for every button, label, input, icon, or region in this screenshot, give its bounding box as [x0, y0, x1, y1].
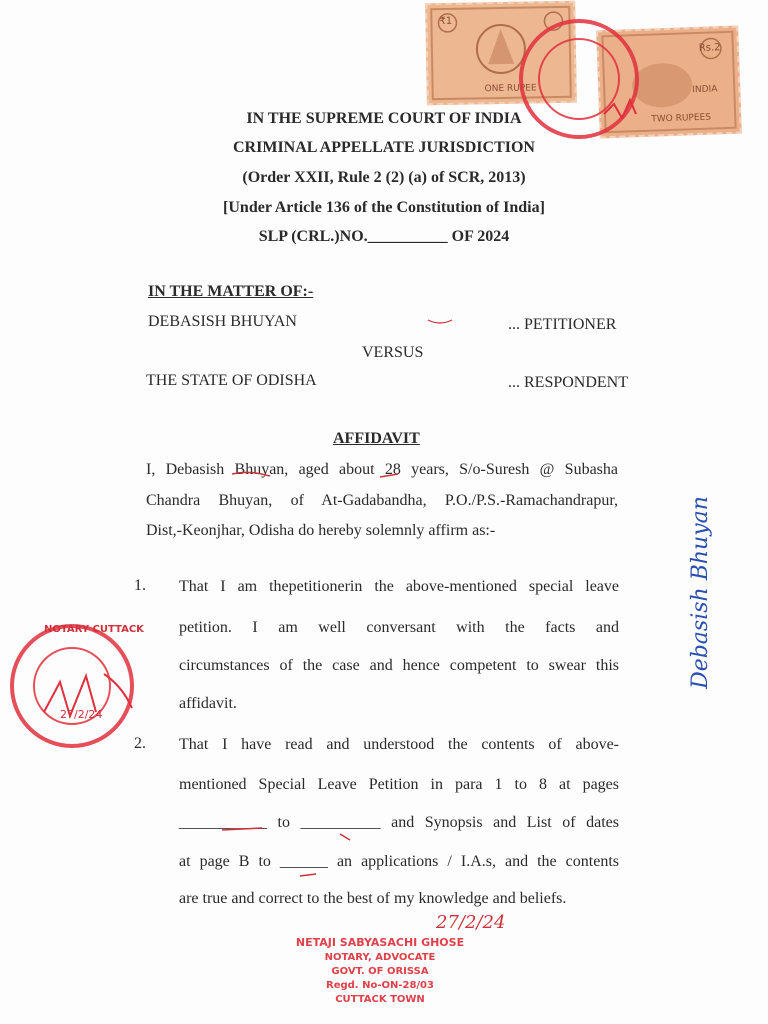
- affidavit-title: AFFIDAVIT: [333, 430, 420, 447]
- para1-line-1: That I am thepetitionerin the above-mentioned special leave: [179, 578, 619, 595]
- respondent-role: ... RESPONDENT: [508, 374, 629, 391]
- para1-number: 1.: [134, 577, 146, 594]
- stamp2-caption: INDIA: [692, 84, 718, 96]
- para1-line-3: circumstances of the case and hence competent to swear this: [179, 657, 619, 674]
- petitioner-name: DEBASISH BHUYAN: [148, 313, 297, 330]
- stamp1-caption: ONE RUPEE: [484, 83, 537, 95]
- para1-line-2: petition. I am well conversant with the facts and: [179, 619, 619, 636]
- intro-line-1: I, Debasish Bhuyan, aged about 28 years, S/o-Suresh @ Subasha: [146, 461, 618, 478]
- para2-line-5: are true and correct to the best of my knowledge and beliefs.: [179, 890, 567, 907]
- seal-date: 27/2/24: [60, 708, 103, 721]
- para2-line-2: mentioned Special Leave Petition in para 1 to 8 at pages: [179, 776, 619, 793]
- order-rule-line: (Order XXII, Rule 2 (2) (a) of SCR, 2013): [242, 169, 526, 186]
- para2-line-4: at page B to ______ an applications / I.A.s, and the contents: [179, 853, 619, 870]
- para1-line-4: affidavit.: [179, 695, 237, 712]
- notary-regd: Regd. No-ON-28/03: [326, 980, 434, 991]
- stamp2-caption2: TWO RUPEES: [651, 112, 712, 125]
- notary-handwritten-date: 27/2/24: [436, 912, 506, 933]
- matter-heading: IN THE MATTER OF:-: [148, 283, 314, 300]
- jurisdiction-title: CRIMINAL APPELLATE JURISDICTION: [233, 139, 535, 156]
- para2-line-3: ___________ to __________ and Synopsis and List of dates: [179, 814, 619, 831]
- versus-label: VERSUS: [362, 344, 424, 361]
- petitioner-role: ... PETITIONER: [508, 316, 617, 333]
- seal-outer-text: NOTARY CUTTACK: [44, 624, 144, 635]
- stamp1-value: ₹1: [439, 15, 453, 28]
- article-line: [Under Article 136 of the Constitution of India]: [223, 199, 545, 216]
- notary-title: NOTARY, ADVOCATE: [324, 952, 436, 963]
- notary-govt: GOVT. OF ORISSA: [331, 966, 429, 977]
- court-title: IN THE SUPREME COURT OF INDIA: [246, 110, 522, 127]
- stamp2-value: Rs.2: [698, 42, 721, 54]
- para2-line-1: That I have read and understood the contents of above-: [179, 736, 619, 753]
- signature-text: Debasish Bhuyan: [687, 496, 713, 689]
- notary-town: CUTTACK TOWN: [335, 994, 425, 1005]
- intro-line-3: Dist,-Keonjhar, Odisha do hereby solemnly affirm as:-: [146, 522, 496, 539]
- slp-number-line: SLP (CRL.)NO.__________ OF 2024: [258, 228, 510, 245]
- para2-number: 2.: [134, 735, 146, 752]
- intro-line-2: Chandra Bhuyan, of At-Gadabandha, P.O./P.S.-Ramachandrapur,: [146, 492, 618, 509]
- notary-round-seal-icon: [4, 616, 144, 756]
- notary-handwritten-sign: [326, 912, 505, 933]
- margin-signature: [674, 496, 713, 689]
- notary-name: NETAJI SABYASACHI GHOSE: [295, 936, 465, 949]
- respondent-name: THE STATE OF ODISHA: [146, 372, 317, 389]
